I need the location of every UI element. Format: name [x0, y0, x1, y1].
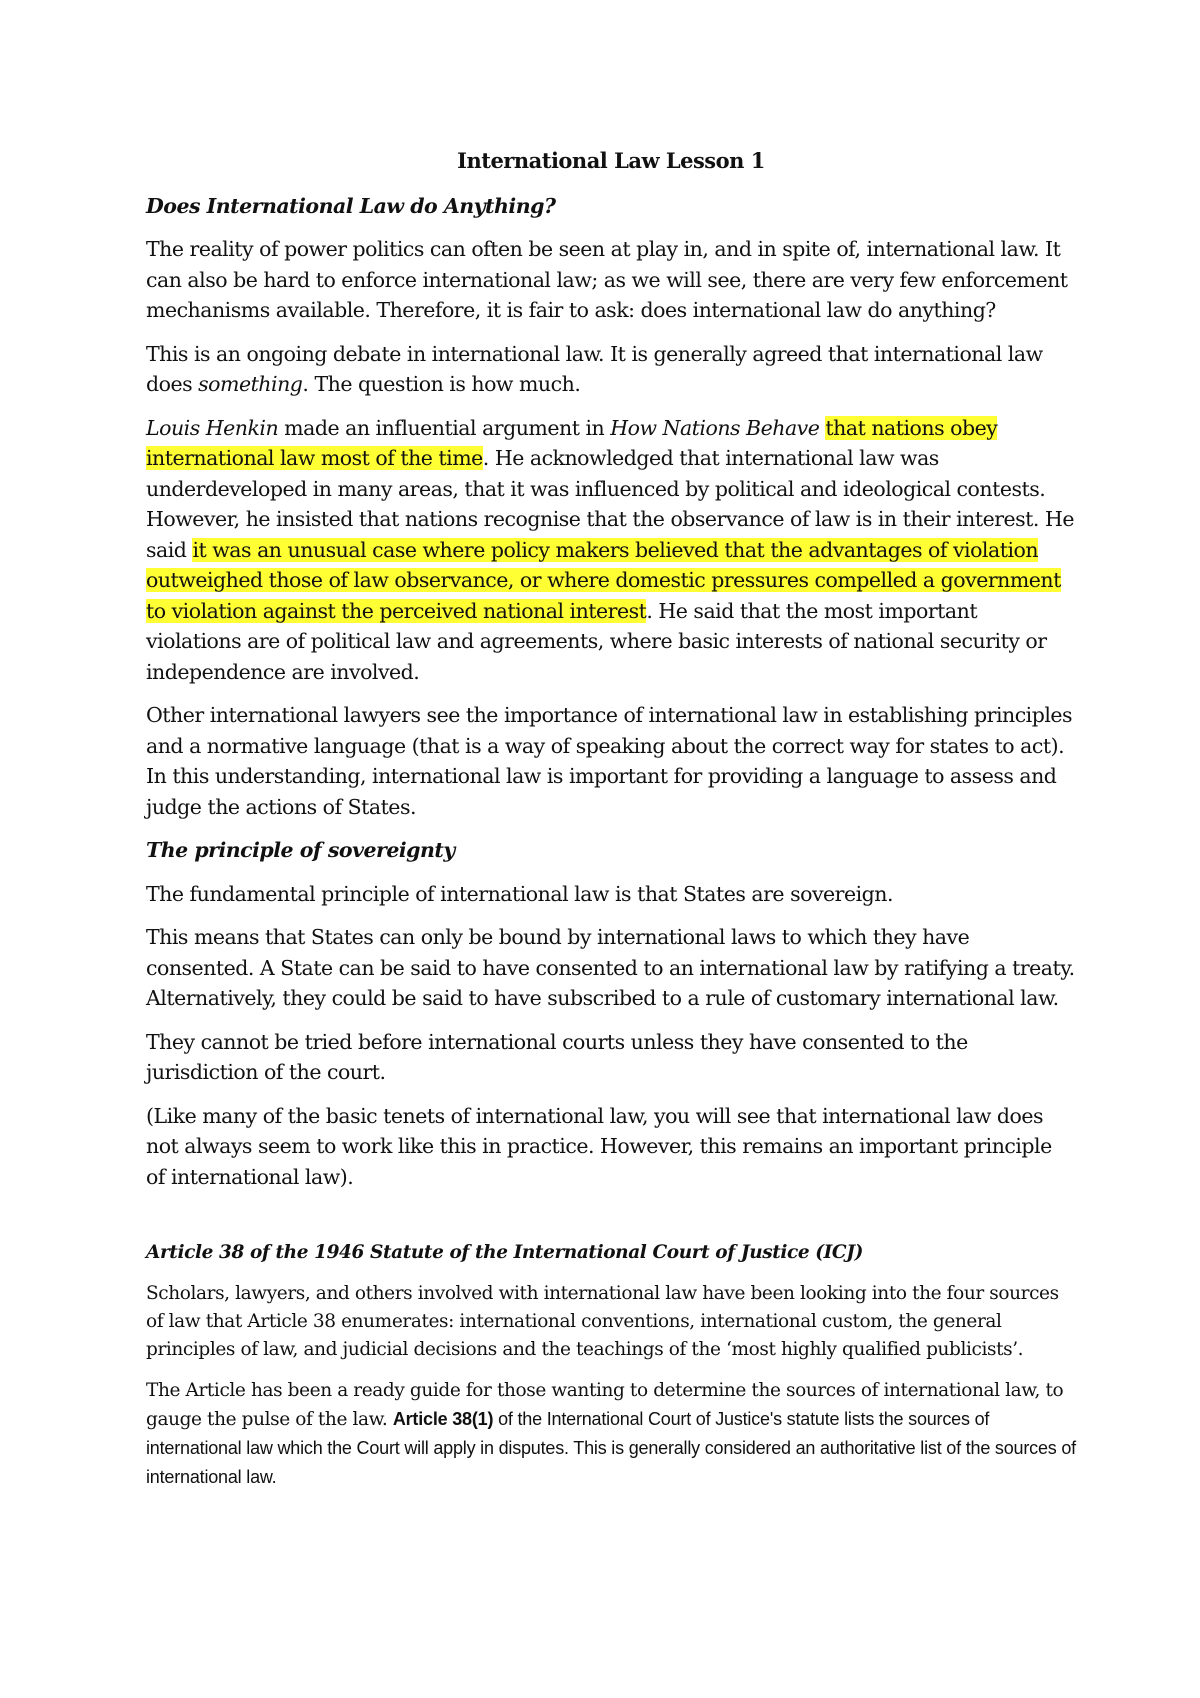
- text-run: The Article has been a ready guide for those wanting to determine the sources of international law, to gauge the pulse of the law.: [146, 1380, 1064, 1430]
- text-run: made an influential argument in: [278, 415, 611, 440]
- book-title: How Nations Behave: [610, 415, 820, 440]
- paragraph: Scholars, lawyers, and others involved with international law have been looking into the four sources of law that Article 38 enumerates: international conventions, international custom, the general principles of law, and judicial decisions and the teachings of the ‘most highly qualified publicists’.: [146, 1283, 1059, 1360]
- highlighted-text: it was an unusual case where policy makers believed that the advantages of violation outweighed those of law observance, or where domestic pressures compelled a government to violation against the perceived national interest: [146, 537, 1061, 623]
- bold-text: Article 38(1): [392, 1409, 494, 1429]
- text-run: This is an ongoing debate in international law. It is generally agreed that international law does: [146, 341, 1043, 396]
- text-run: . He said that the most important violations are of political law and agreements, where basic interests of national security or independence are involved.: [146, 598, 1047, 684]
- document-body: [146, 146, 1076, 1505]
- author-name: Louis Henkin: [146, 415, 279, 440]
- paragraph-article-38: [146, 1377, 1076, 1492]
- paragraph: [146, 339, 1076, 400]
- paragraph: The reality of power politics can often be seen at play in, and in spite of, international law. It can also be hard to enforce international law; as we will see, there are very few enforcement mechanisms available. Therefore, it is fair to ask: does international law do anything?: [146, 237, 1068, 322]
- paragraph: They cannot be tried before international courts unless they have consented to the jurisdiction of the court.: [146, 1029, 968, 1084]
- paragraph: Other international lawyers see the importance of international law in establishing principles and a normative language (that is a way of speaking about the correct way for states to act). In this understanding, international law is important for providing a language to assess and judge the actions of States.: [146, 703, 1073, 819]
- section-heading-article-38: Article 38 of the 1946 Statute of the International Court of Justice (ICJ): [146, 1242, 863, 1263]
- emphasis-text: something: [198, 372, 303, 396]
- section-heading-sovereignty: The principle of sovereignty: [146, 838, 455, 862]
- blank-line: [146, 1205, 1076, 1239]
- document-title: International Law Lesson 1: [457, 148, 765, 173]
- paragraph: The fundamental principle of international law is that States are sovereign.: [146, 881, 893, 906]
- text-run: of the International Court of Justice's statute lists the sources of international law which the Court will apply in disputes. This is generally considered an authoritative list of the sources of international law.: [146, 1409, 1076, 1487]
- paragraph: (Like many of the basic tenets of international law, you will see that international law does not always seem to work like this in practice. However, this remains an important principle of international law).: [146, 1103, 1052, 1189]
- text-run: . The question is how much.: [302, 372, 581, 396]
- paragraph: This means that States can only be bound by international laws to which they have consented. A State can be said to have consented to an international law by ratifying a treaty. Alternatively, they could be said to have subscribed to a rule of customary international law.: [146, 925, 1075, 1010]
- highlighted-text: that nations obey international law most of the time: [146, 415, 998, 470]
- text-run: . He acknowledged that international law was underdeveloped in many areas, that it was influenced by political and ideological contests. However, he insisted that nations recognise that the observance of law is in their interest. He said: [146, 446, 1074, 562]
- paragraph-henkin: [146, 413, 1076, 688]
- section-heading-does-international-law: Does International Law do Anything?: [146, 193, 556, 218]
